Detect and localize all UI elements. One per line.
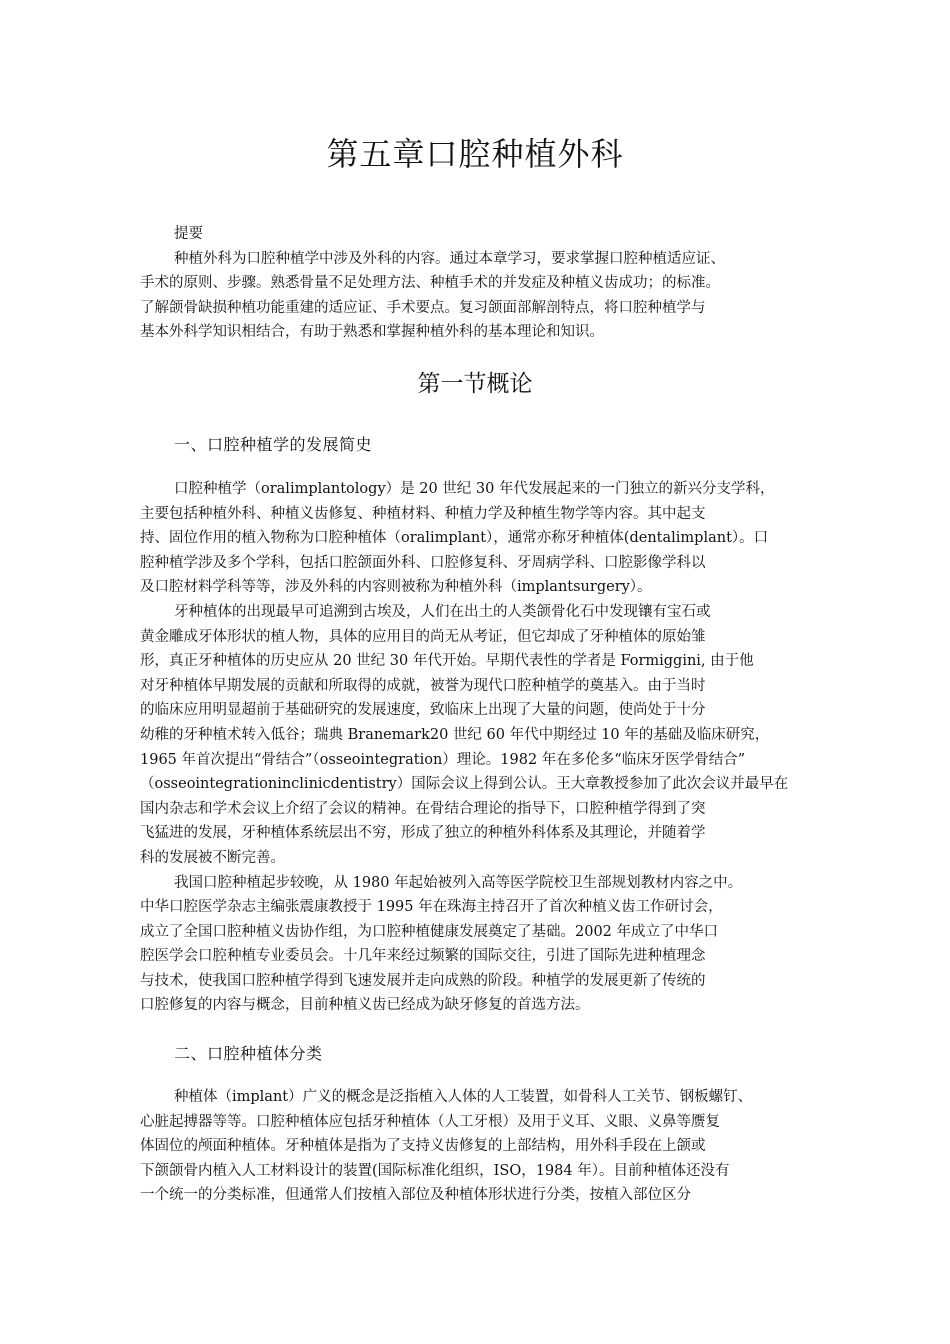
paragraph-line: 科的发展被不断完善。 (140, 849, 285, 866)
abstract-line: 手术的原则、步骤。熟悉骨量不足处理方法、种植手术的并发症及种植义齿成功；的标准。 (140, 275, 720, 292)
paragraph-line: 飞猛进的发展，牙种植体系统层出不穷，形成了独立的种植外科体系及其理论，并随着学 (140, 825, 706, 842)
subsection-title-classification: 二、口腔种植体分类 (174, 1044, 323, 1063)
paragraph-line: 中华口腔医学杂志主编张震康教授于 1995 年在珠海主持召开了首次种植义齿工作研讨会， (140, 899, 723, 916)
chapter-title: 第五章口腔种植外科 (326, 135, 624, 173)
abstract-label: 提要 (174, 226, 203, 242)
paragraph-line: 持、固位作用的植入物称为口腔种植体（oralimplant），通常亦称牙种植体(dentalimplant）。口 (140, 530, 769, 547)
paragraph-line: 口腔修复的内容与概念，目前种植义齿已经成为缺牙修复的首选方法。 (140, 997, 590, 1014)
paragraph-line: 腔医学会口腔种植专业委员会。十几年来经过频繁的国际交往，引进了国际先进种植理念 (140, 948, 706, 965)
paragraph-line: 与技术，使我国口腔种植学得到飞速发展并走向成熟的阶段。种植学的发展更新了传统的 (140, 972, 706, 989)
paragraph-line: 幼稚的牙种植术转入低谷；瑞典 Branemark20 世纪 60 年代中期经过 10 年的基础及临床研究， (140, 726, 770, 743)
classification-paragraph (140, 1085, 816, 1208)
paragraph-line: 一个统一的分类标准，但通常人们按植入部位及种植体形状进行分类，按植入部位区分 (140, 1187, 691, 1204)
paragraph-line: 及口腔材料学科等等，涉及外科的内容则被称为种植外科（implantsurgery）。 (140, 579, 652, 596)
abstract-line: 了解颌骨缺损种植功能重建的适应证、手术要点。复习颌面部解剖特点，将口腔种植学与 (140, 299, 706, 316)
abstract (140, 222, 816, 345)
paragraph-line: 腔种植学涉及多个学科，包括口腔颌面外科、口腔修复科、牙周病学科、口腔影像学科以 (140, 554, 706, 571)
paragraph-line: （osseointegrationinclinicdentistry）国际会议上得到公认。王大章教授参加了此次会议并最早在 (140, 776, 789, 793)
paragraph-line: 口腔种植学（oralimplantology）是 20 世纪 30 年代发展起来的一门独立的新兴分支学科， (174, 481, 775, 497)
paragraph-line: 成立了全国口腔种植义齿协作组，为口腔种植健康发展奠定了基础。2002 年成立了中华口 (140, 923, 719, 940)
abstract-line: 种植外科为口腔种植学中涉及外科的内容。通过本章学习，要求掌握口腔种植适应证、 (174, 250, 725, 267)
paragraph-line: 下颌颌骨内植入人工材料设计的装置(国际标准化组织，ISO，1984 年）。目前种植体还没有 (140, 1162, 730, 1179)
paragraph-line: 对牙种植体早期发展的贡献和所取得的成就，被誉为现代口腔种植学的奠基入。由于当时 (140, 677, 706, 694)
paragraph-line: 主要包括种植外科、种植义齿修复、种植材料、种植力学及种植生物学等内容。其中起支 (140, 505, 706, 522)
paragraph-line: 的临床应用明显超前于基础研究的发展速度，致临床上出现了大量的问题，使尚处于十分 (140, 702, 706, 719)
paragraph-line: 形，真正牙种植体的历史应从 20 世纪 30 年代开始。早期代表性的学者是 Formiggini, 由于他 (140, 653, 754, 670)
paragraph-line: 体固位的颅面种植体。牙种植体是指为了支持义齿修复的上部结构，用外科手段在上颌或 (140, 1138, 706, 1155)
section-title: 第一节概论 (417, 371, 533, 397)
paragraph-line: 我国口腔种植起步较晚，从 1980 年起始被列入高等医学院校卫生部规划教材内容之中。 (174, 874, 743, 891)
paragraph-line: 国内杂志和学术会议上介绍了会议的精神。在骨结合理论的指导下，口腔种植学得到了突 (140, 800, 706, 817)
paragraph-line: 种植体（implant）广义的概念是泛指植入人体的人工装置，如骨科人工关节、钢板螺钉、 (174, 1089, 753, 1105)
subsection-title-history: 一、口腔种植学的发展简史 (174, 435, 373, 454)
paragraph-line: 牙种植体的出现最早可追溯到古埃及，人们在出土的人类颌骨化石中发现镶有宝石或 (174, 603, 711, 620)
paragraph-line: 心脏起搏器等等。口腔种植体应包括牙种植体（人工牙根）及用于义耳、义眼、义鼻等赝复 (140, 1113, 720, 1130)
paragraph-line: 1965 年首次提出“骨结合”（osseointegration）理论。1982 年在多伦多“临床牙医学骨结合” (140, 751, 746, 768)
history-paragraphs (140, 477, 816, 1018)
paragraph-line: 黄金雕成牙体形状的植人物，具体的应用目的尚无从考证，但它却成了牙种植体的原始雏 (140, 628, 706, 645)
abstract-line: 基本外科学知识相结合，有助于熟悉和掌握种植外科的基本理论和知识。 (140, 324, 604, 341)
